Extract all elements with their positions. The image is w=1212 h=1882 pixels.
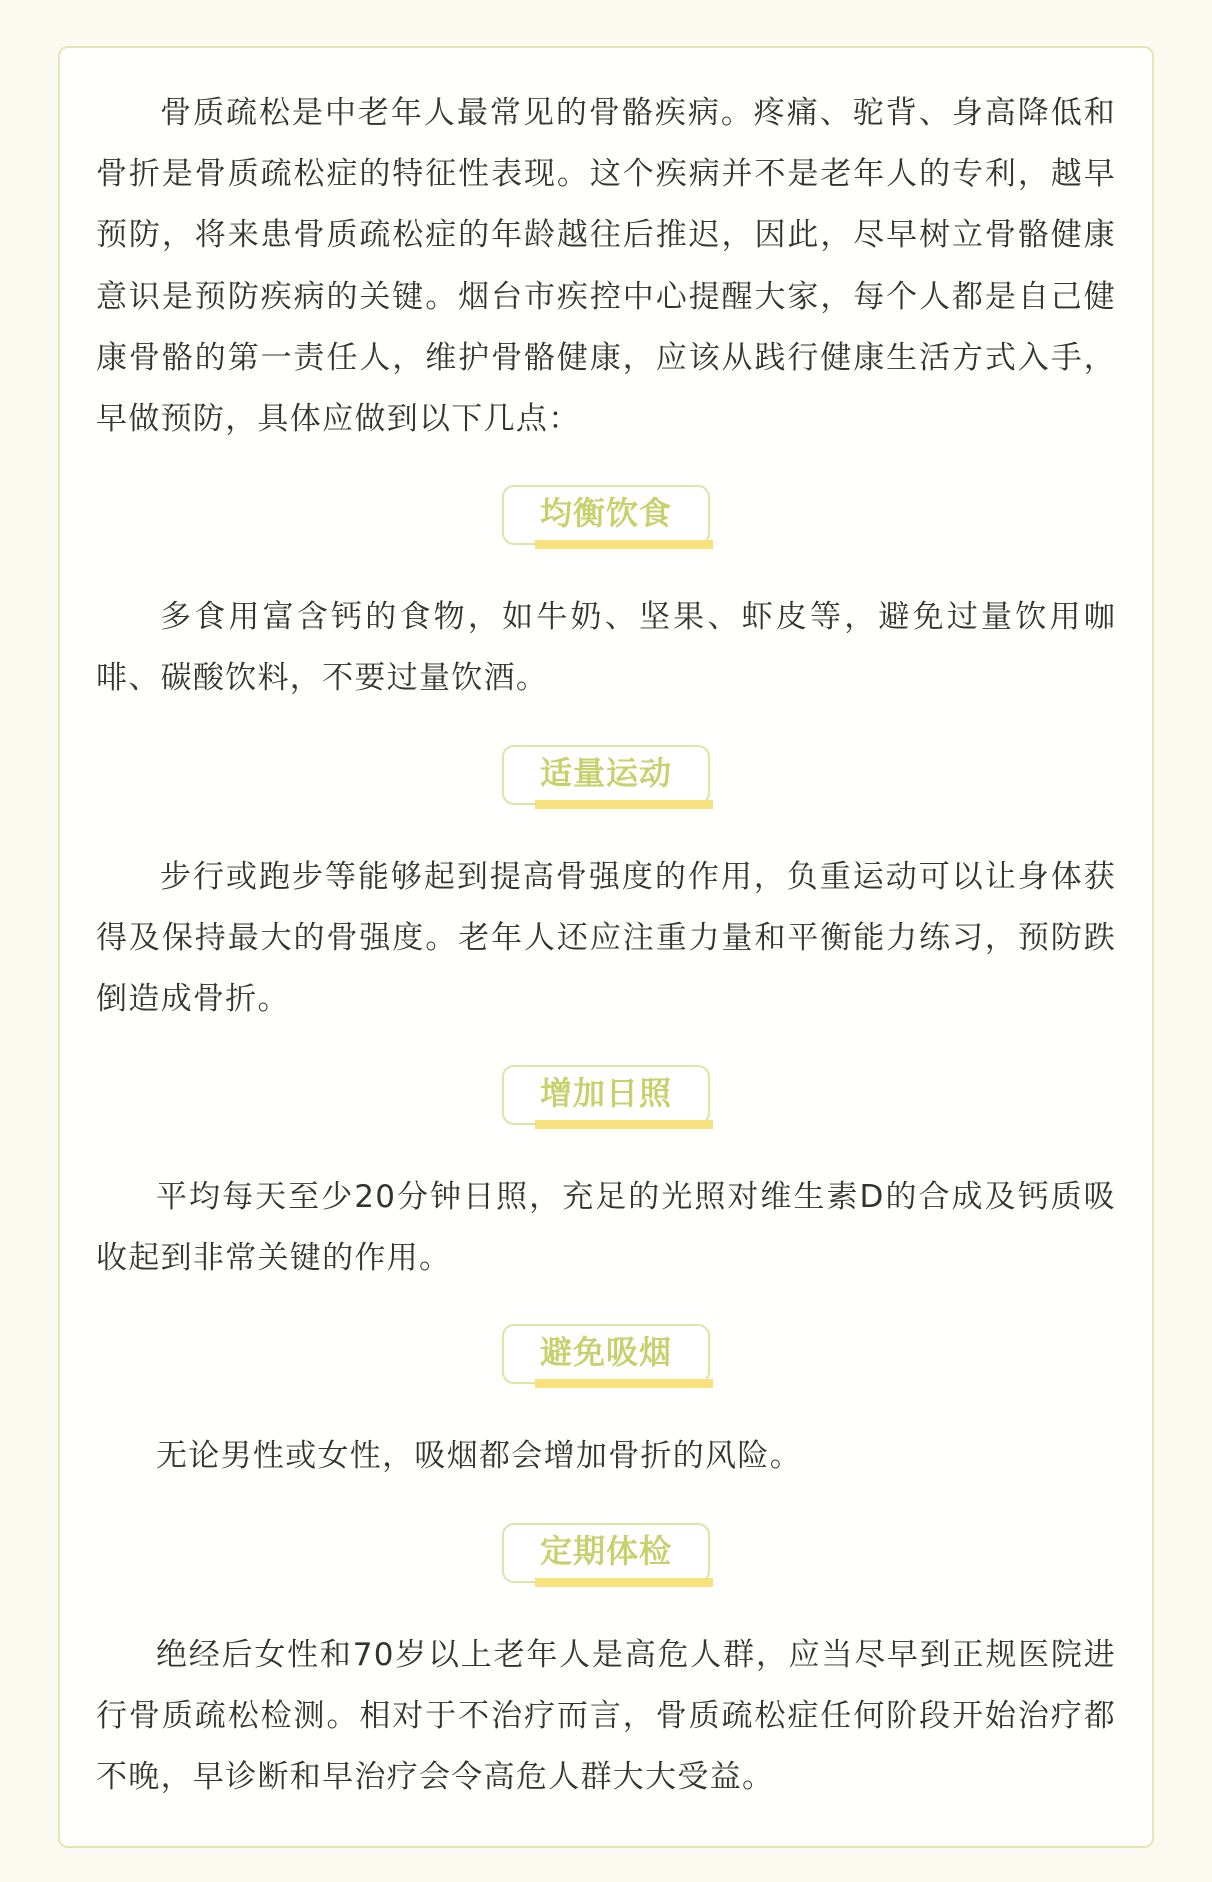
paragraph-line: 行骨质疏松检测。相对于不治疗而言，骨质疏松症任何阶段开始治疗都 (96, 1697, 1116, 1734)
paragraph-line: 骨质疏松是中老年人最常见的骨骼疾病。疼痛、驼背、身高降低和 (160, 95, 1116, 131)
section-heading-label: 增加日照 (539, 1074, 672, 1113)
article-card (58, 46, 1154, 1848)
section-heading-sunlight (502, 1065, 710, 1125)
section-paragraph-regular-checkup (96, 1625, 1116, 1809)
section-heading-label: 避免吸烟 (539, 1333, 672, 1372)
paragraph-line: 意识是预防疾病的关键。烟台市疾控中心提醒大家，每个人都是自己健 (96, 278, 1116, 315)
paragraph-line: 不晚，早诊断和早治疗会令高危人群大大受益。 (96, 1759, 775, 1795)
paragraph-line: 多食用富含钙的食物，如牛奶、坚果、虾皮等，避免过量饮用咖 (160, 599, 1116, 636)
paragraph-line: 平均每天至少20分钟日照，充足的光照对维生素D的合成及钙质吸 (156, 1179, 1116, 1216)
paragraph-line: 康骨骼的第一责任人，维护骨骼健康，应该从践行健康生活方式入手， (96, 339, 1116, 376)
paragraph-line: 预防，将来患骨质疏松症的年龄越往后推迟，因此，尽早树立骨骼健康 (96, 217, 1116, 254)
heading-underline (535, 1578, 713, 1587)
paragraph-line: 得及保持最大的骨强度。老年人还应注重力量和平衡能力练习，预防跌 (96, 919, 1116, 956)
paragraph-line: 倒造成骨折。 (96, 980, 290, 1017)
section-heading-regular-checkup (502, 1523, 710, 1583)
section-heading-label: 适量运动 (539, 753, 672, 792)
paragraph-line: 步行或跑步等能够起到提高骨强度的作用，负重运动可以让身体获 (160, 858, 1116, 895)
heading-underline (535, 1120, 713, 1129)
section-heading-moderate-exercise (502, 745, 710, 805)
section-heading-label: 均衡饮食 (539, 494, 672, 533)
paragraph-line: 绝经后女性和70岁以上老年人是高危人群，应当尽早到正规医院进 (156, 1636, 1116, 1673)
intro-paragraph (96, 83, 1116, 450)
paragraph-line: 早做预防，具体应做到以下几点： (96, 400, 581, 437)
section-paragraph-sunlight (96, 1167, 1116, 1289)
section-paragraph-balanced-diet (96, 587, 1116, 709)
section-heading-balanced-diet (502, 485, 710, 545)
heading-underline (535, 540, 713, 549)
paragraph-line: 骨折是骨质疏松症的特征性表现。这个疾病并不是老年人的专利，越早 (96, 156, 1116, 193)
heading-underline (535, 800, 713, 809)
section-paragraph-moderate-exercise (96, 847, 1116, 1031)
section-heading-label: 定期体检 (539, 1531, 672, 1570)
paragraph-line: 收起到非常关键的作用。 (96, 1240, 452, 1277)
section-heading-no-smoking (502, 1324, 710, 1384)
heading-underline (535, 1379, 713, 1388)
paragraph-line: 啡、碳酸饮料，不要过量饮酒。 (96, 660, 549, 697)
section-paragraph-no-smoking (96, 1426, 1116, 1487)
paragraph-line: 无论男性或女性，吸烟都会增加骨折的风险。 (156, 1438, 802, 1475)
